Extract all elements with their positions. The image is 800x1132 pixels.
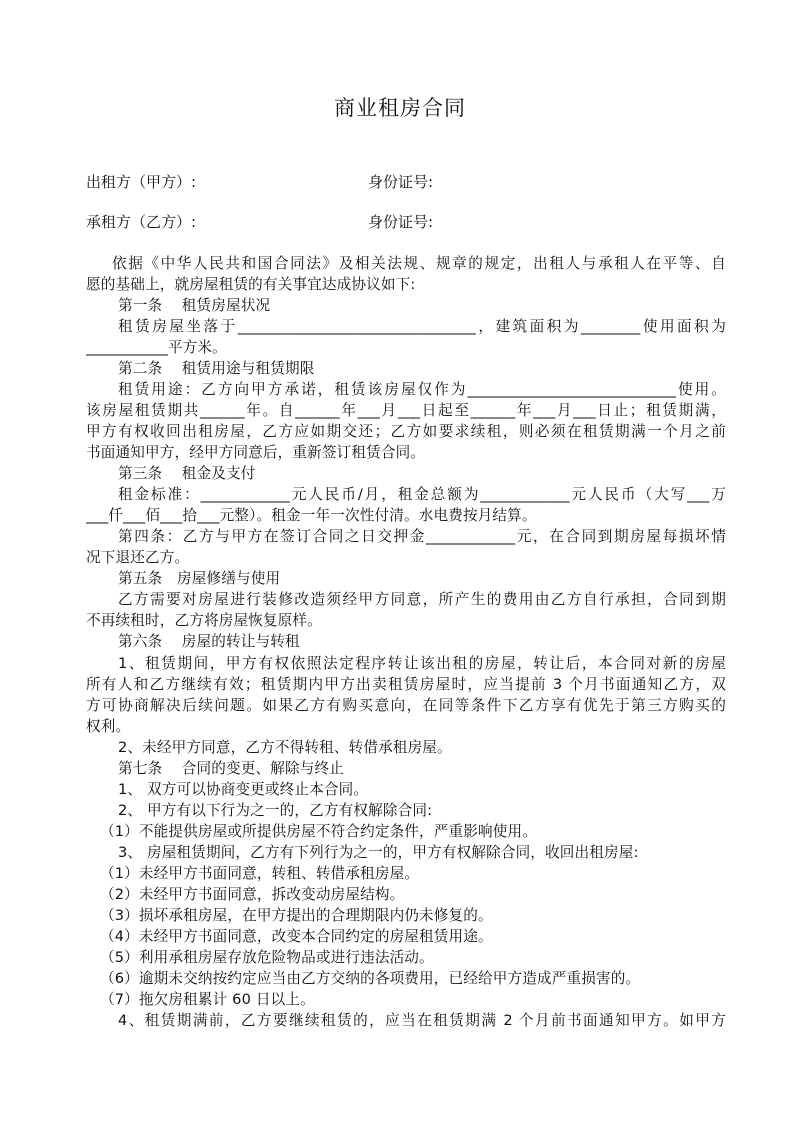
list-item: 2、 甲方有以下行为之一的，乙方有权解除合同: — [118, 802, 433, 819]
list-item: 3、 房屋租赁期间，乙方有下列行为之一的，甲方有权解除合同，收回出租房屋: — [118, 844, 639, 861]
paragraph-line: 租金标准：____________元人民币/月，租金总额为____________元人民币（大写___万 — [118, 486, 726, 503]
lessor-id-label: 身份证号: — [368, 173, 434, 191]
article-heading: 第二条 租赁用途与租赁期限 — [118, 360, 315, 377]
paragraph-line: 租赁房屋坐落于________________________________，建筑面积为________使用面积为 — [118, 318, 726, 335]
paragraph-line: 乙方需要对房屋进行装修改造须经甲方同意，所产生的费用由乙方自行承担，合同到期 — [118, 591, 726, 608]
paragraph-line: 所有人和乙方继续有效；租赁期内甲方出卖租赁房屋时，应当提前 3 个月书面通知乙方，双 — [86, 676, 726, 693]
paragraph-line: 依据《中华人民共和国合同法》及相关法规、规章的规定，出租人与承租人在平等、自 — [112, 255, 726, 272]
paragraph-line: 愿的基础上，就房屋租赁的有关事宜达成协议如下: — [86, 276, 416, 293]
article-heading: 第五条 房屋修缮与使用 — [118, 570, 281, 587]
paragraph-line: 况下退还乙方。 — [86, 549, 190, 566]
lessor-row — [86, 171, 434, 192]
list-item: （6）逾期未交纳按约定应当由乙方交纳的各项费用，已经给甲方造成严重损害的。 — [100, 970, 641, 987]
paragraph-line: 1、租赁期间，甲方有权依照法定程序转让该出租的房屋，转让后，本合同对新的房屋 — [118, 655, 726, 672]
paragraph-line: 4、租赁期满前，乙方要继续租赁的，应当在租赁期满 2 个月前书面通知甲方。如甲方 — [118, 1012, 726, 1029]
paragraph-line: 该房屋租赁期共______年。自______年___月___日起至______年___月___日止；租赁期满， — [86, 402, 726, 419]
list-item: 1、 双方可以协商变更或终止本合同。 — [118, 781, 369, 798]
article-heading: 第六条 房屋的转让与转租 — [118, 633, 300, 650]
list-item: （1）未经甲方书面同意，转租、转借承租房屋。 — [100, 865, 420, 882]
paragraph-line: ___仟___佰___拾___元整）。租金一年一次性付清。水电费按月结算。 — [86, 507, 537, 524]
paragraph-line: 不再续租时，乙方将房屋恢复原样。 — [86, 612, 322, 629]
list-item: （7）拖欠房租累计 60 日以上。 — [100, 991, 315, 1008]
article-heading: 第三条 租金及支付 — [118, 465, 256, 482]
lessee-id-label: 身份证号: — [368, 213, 434, 231]
paragraph-line: ___________平方米。 — [86, 339, 227, 356]
list-item: （1）不能提供房屋或所提供房屋不符合约定条件，严重影响使用。 — [100, 823, 538, 840]
paragraph-line: 书面通知甲方，经甲方同意后，重新签订租赁合同。 — [86, 444, 426, 461]
lessee-label: 承租方（乙方）: — [86, 213, 197, 231]
list-item: （2）未经甲方书面同意，拆改变动房屋结构。 — [100, 886, 405, 903]
article-heading: 第七条 合同的变更、解除与终止 — [118, 760, 344, 777]
paragraph-line: 权利。 — [86, 718, 131, 735]
paragraph-line: 租赁用途：乙方向甲方承诺，租赁该房屋仅作为____________________________使用。 — [118, 381, 726, 398]
document-title: 商业租房合同 — [334, 96, 466, 120]
list-item: （3）损坏承租房屋，在甲方提出的合理期限内仍未修复的。 — [100, 907, 493, 924]
lessee-row — [86, 211, 434, 232]
list-item: （5）利用承租房屋存放危险物品或进行违法活动。 — [100, 949, 434, 966]
paragraph-line: 甲方有权收回出租房屋，乙方应如期交还；乙方如要求续租，则必须在租赁期满一个月之前 — [86, 423, 726, 440]
paragraph-line: 2、未经甲方同意，乙方不得转租、转借承租房屋。 — [118, 739, 452, 756]
lessor-label: 出租方（甲方）: — [86, 173, 197, 191]
paragraph-line: 第四条：乙方与甲方在签订合同之日交押金____________元，在合同到期房屋每损坏情 — [118, 528, 726, 545]
list-item: （4）未经甲方书面同意，改变本合同约定的房屋租赁用途。 — [100, 928, 493, 945]
article-heading: 第一条 租赁房屋状况 — [118, 297, 271, 314]
paragraph-line: 方可协商解决后续问题。如果乙方有购买意向，在同等条件下乙方享有优先于第三方购买的 — [86, 697, 726, 714]
